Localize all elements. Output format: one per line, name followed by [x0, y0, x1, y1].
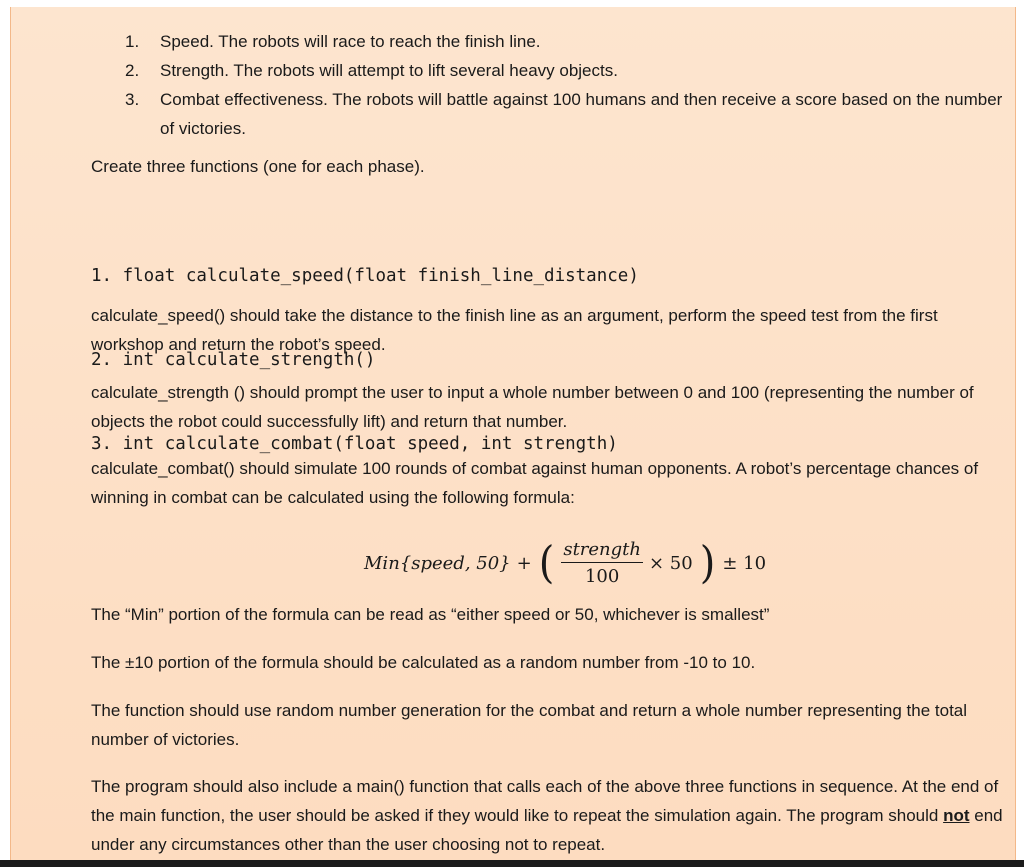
formula-plus: +: [516, 552, 532, 574]
code-line: 1. float calculate_speed(float finish_line_distance): [91, 266, 639, 286]
list-number: 2.: [125, 61, 140, 80]
formula-times: × 50: [649, 552, 693, 574]
min-explanation-paragraph: The “Min” portion of the formula can be read as “either speed or 50, whichever is smallest”: [91, 605, 770, 624]
phase-list: [125, 27, 1005, 143]
list-number: 1.: [125, 32, 140, 51]
list-number: 3.: [125, 90, 140, 109]
main-function-paragraph: [91, 772, 1011, 859]
main-text-before: The program should also include a main() function that calls each of the above three functions in sequence. At the end of the main function, the user should be asked if they would like to repeat the simulation again. The program should: [91, 777, 999, 825]
code-line: 3. int calculate_combat(float speed, int strength): [91, 434, 618, 454]
list-item: [125, 27, 1005, 56]
list-text: Speed. The robots will race to reach the finish line.: [160, 32, 541, 51]
list-item: [125, 56, 1005, 85]
combat-paragraph: calculate_combat() should simulate 100 rounds of combat against human opponents. A robot’s percentage chances of winning in combat can be calculated using the following formula:: [91, 459, 979, 507]
list-text: Strength. The robots will attempt to lift several heavy objects.: [160, 61, 618, 80]
strength-paragraph: calculate_strength () should prompt the user to input a whole number between 0 and 100 (representing the number of objects the robot could successfully lift) and return that number.: [91, 383, 974, 431]
document-page: [10, 7, 1016, 860]
formula-min-term: Min{speed, 50}: [364, 552, 511, 574]
emphasis-not: not: [943, 806, 970, 825]
formula-fraction: [561, 539, 643, 587]
bottom-edge-bar: [0, 860, 1024, 867]
left-paren: (: [538, 537, 555, 589]
fraction-denominator: 100: [584, 566, 620, 587]
list-item: [125, 85, 1005, 143]
random-paragraph: The function should use random number generation for the combat and return a whole number representing the total number of victories.: [91, 701, 968, 749]
right-paren: ): [699, 537, 716, 589]
code-line: 2. int calculate_strength(): [91, 350, 376, 370]
fraction-numerator: strength: [561, 539, 643, 563]
intro-paragraph: Create three functions (one for each phase).: [91, 157, 425, 176]
win-chance-formula: [364, 535, 766, 591]
plus-minus-paragraph: The ±10 portion of the formula should be calculated as a random number from -10 to 10.: [91, 653, 756, 672]
list-text: Combat effectiveness. The robots will battle against 100 humans and then receive a score based on the number of victories.: [160, 90, 1003, 138]
formula-plus-minus: ± 10: [722, 552, 767, 574]
speed-paragraph: calculate_speed() should take the distance to the finish line as an argument, perform the speed test from the first workshop and return the robot’s speed.: [91, 306, 938, 354]
main-text-after: end under any circumstances other than the user choosing not to repeat.: [91, 806, 1003, 854]
